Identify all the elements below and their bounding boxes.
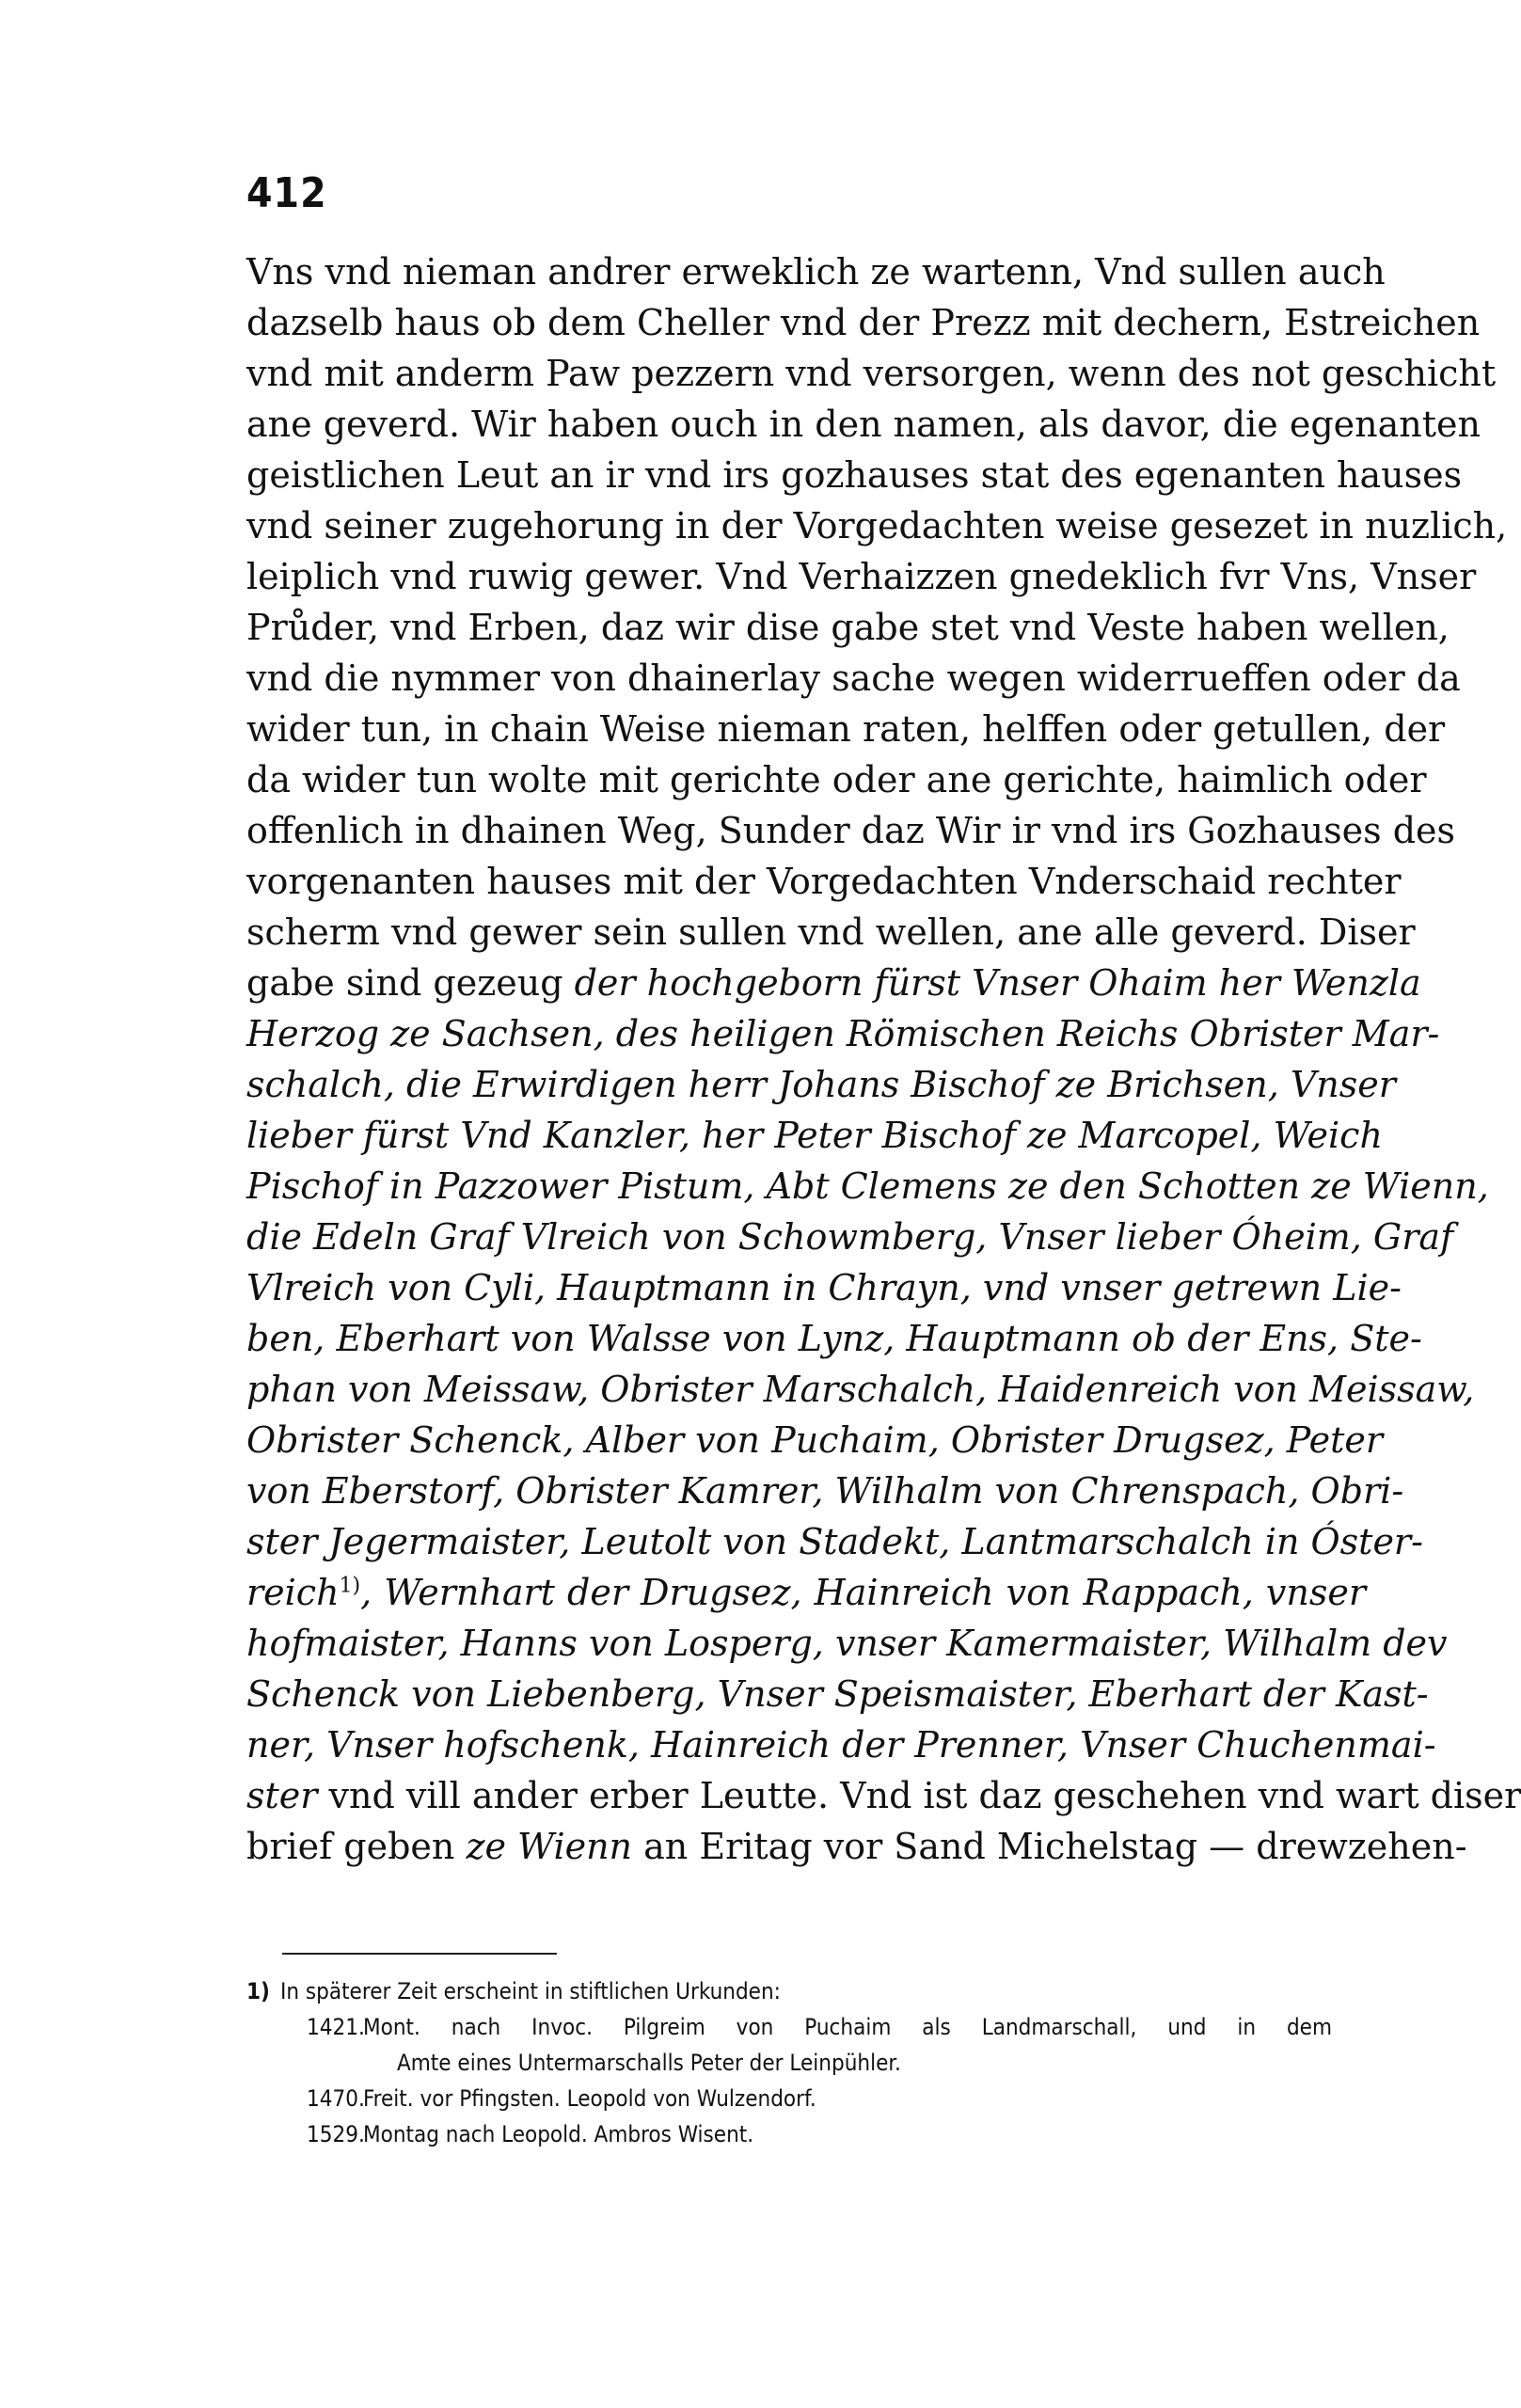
footnote-entry [246,2009,1366,2045]
text-segment: ster Jegermaister, Leutolt von Stadekt, Lantmarschalch in Óster- [246,1521,1423,1562]
text-segment: an Eritag vor Sand Michelstag — drewzehen- [632,1826,1467,1867]
text-line [246,1465,1404,1516]
text-line [246,1669,1429,1719]
text-segment: gabe sind gezeug [246,962,575,1004]
text-segment: der hochgeborn fürst Vnser Ohaim her Wenzla [574,962,1421,1004]
text-line [246,1415,1384,1465]
text-segment: dazselb haus ob dem Cheller vnd der Prezz mit dechern, Estreichen [246,302,1481,343]
footnote-rule [282,1953,557,1955]
text-segment: die Edeln Graf Vlreich von Schowmberg, Vnser lieber Óheim, Graf [246,1216,1454,1258]
text-line [246,399,1481,450]
text-segment: schalch, die Erwirdigen herr Johans Bischof ze Brichsen, Vnser [246,1064,1396,1105]
text-segment: Vns vnd nieman andrer erweklich ze wartenn, Vnd sullen auch [246,251,1386,293]
footnote-year: 1421. [307,2014,365,2040]
body-text [246,246,1521,1872]
text-line [246,297,1481,348]
footnote-marker: 1) [246,1978,270,2004]
text-line [246,805,1456,856]
text-line [246,500,1508,551]
text-segment: ze Wienn [466,1826,633,1867]
text-segment: hofmaister, Hanns von Losperg, vnser Kamermaister, Wilhalm dev [246,1623,1448,1664]
text-line [246,754,1427,805]
text-line [246,1161,1489,1212]
text-segment: Průder, vnd Erben, daz wir dise gabe stet vnd Veste haben wellen, [246,607,1450,648]
text-segment: geistlichen Leut an ir vnd irs gozhauses stat des egenanten hauses [246,454,1463,496]
text-segment: brief geben [246,1826,467,1867]
footnote-entry [246,2081,1366,2116]
text-segment: scherm vnd gewer sein sullen vnd wellen, ane alle geverd. Diser [246,911,1416,953]
text-line [246,1008,1440,1059]
page-number: 412 [246,169,327,217]
text-segment: ster [246,1775,318,1816]
text-segment: Herzog ze Sachsen, des heiligen Römischen Reichs Obrister Mar- [246,1013,1440,1054]
text-line [246,1618,1448,1669]
text-line [246,1110,1383,1161]
text-line [246,246,1386,297]
text-segment: ane geverd. Wir haben ouch in den namen, als davor, die egenanten [246,404,1481,445]
text-segment: phan von Meissaw, Obrister Marschalch, Haidenreich von Meissaw, [246,1369,1475,1410]
text-line [246,1719,1436,1770]
footnote-continuation: Amte eines Untermarschalls Peter der Leinpühler. [397,2050,901,2076]
text-line [246,1212,1454,1262]
footnotes [246,1973,1366,2152]
text-line [246,856,1402,907]
text-line [246,1313,1422,1364]
text-line [246,1567,1366,1618]
text-line [246,450,1463,500]
footnote-text: Montag nach Leopold. Ambros Wisent. [363,2121,754,2147]
text-line [246,348,1497,399]
text-line [246,1059,1396,1110]
text-line [246,551,1477,602]
text-line [246,602,1450,653]
footnote-year: 1470. [307,2085,365,2112]
footnote-intro-row [246,1973,1366,2009]
text-segment: wider tun, in chain Weise nieman raten, helffen oder getullen, der [246,708,1446,750]
text-line [246,1364,1475,1415]
footnote-entry [246,2116,1366,2152]
text-segment: Obrister Schenck, Alber von Puchaim, Obrister Drugsez, Peter [246,1419,1384,1461]
text-segment: ben, Eberhart von Walsse von Lynz, Hauptmann ob der Ens, Ste- [246,1318,1422,1359]
text-segment: vorgenanten hauses mit der Vorgedachten Vnderschaid rechter [246,861,1402,902]
text-segment: leiplich vnd ruwig gewer. Vnd Verhaizzen gnedeklich fvr Vns, Vnser [246,556,1477,597]
footnote-text: Freit. vor Pfingsten. Leopold von Wulzendorf. [363,2085,816,2112]
text-segment: , Wernhart der Drugsez, Hainreich von Rappach, vnser [360,1572,1366,1613]
text-line [246,1516,1423,1567]
text-line [246,958,1421,1008]
footnote-text: Mont. nach Invoc. Pilgreim von Puchaim als Landmarschall, und in dem [363,2014,1332,2040]
text-line [246,704,1446,754]
text-segment: vnd vill ander erber Leutte. Vnd ist daz geschehen vnd wart diser [317,1775,1521,1816]
text-segment: vnd mit anderm Paw pezzern vnd versorgen, wenn des not geschicht [246,353,1497,394]
text-segment: lieber fürst Vnd Kanzler, her Peter Bischof ze Marcopel, Weich [246,1115,1383,1156]
text-segment: Vlreich von Cyli, Hauptmann in Chrayn, vnd vnser getrewn Lie- [246,1267,1402,1308]
footnote-year: 1529. [307,2121,365,2147]
text-segment: von Eberstorf, Obrister Kamrer, Wilhalm von Chrenspach, Obri- [246,1470,1404,1512]
text-line [246,1262,1402,1313]
footnote-intro: In späterer Zeit erscheint in stiftlichen Urkunden: [280,1978,781,2004]
text-segment: vnd seiner zugehorung in der Vorgedachten weise gesezet in nuzlich, [246,505,1508,547]
text-line [246,1821,1467,1872]
text-segment: vnd die nymmer von dhainerlay sache wegen widerrueffen oder da [246,657,1461,699]
text-segment: Pischof in Pazzower Pistum, Abt Clemens ze den Schotten ze Wienn, [246,1165,1489,1207]
text-segment: ner, Vnser hofschenk, Hainreich der Prenner, Vnser Chuchenmai- [246,1724,1436,1766]
text-segment: reich [246,1572,340,1613]
footnote-reference: 1) [339,1574,361,1598]
text-line [246,907,1416,958]
text-line [246,653,1461,704]
text-segment: da wider tun wolte mit gerichte oder ane gerichte, haimlich oder [246,759,1427,800]
text-segment: Schenck von Liebenberg, Vnser Speismaister, Eberhart der Kast- [246,1673,1429,1715]
text-line [246,1770,1521,1821]
text-segment: offenlich in dhainen Weg, Sunder daz Wir ir vnd irs Gozhauses des [246,810,1456,851]
